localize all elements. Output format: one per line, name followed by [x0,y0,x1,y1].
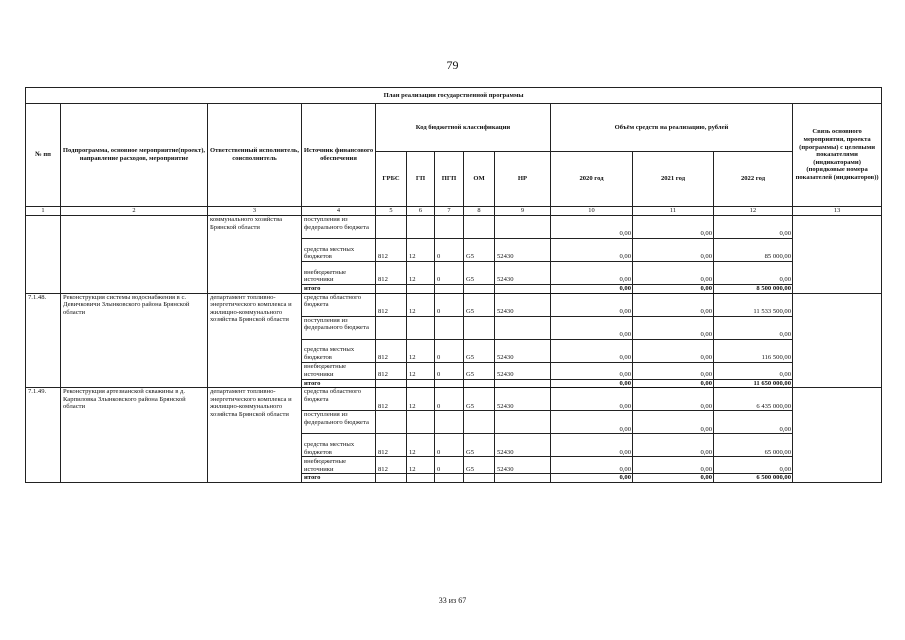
row-gp: 12 [407,362,435,379]
row-source: итого [302,474,376,483]
header-gp: ГП [407,152,435,207]
table-row [26,216,882,239]
header-num: № пп [26,104,61,207]
row-pgp: 0 [435,339,464,362]
col-number: 7 [435,207,464,216]
row-om: G5 [464,457,495,474]
row-source: поступления из федерального бюджета [302,216,376,239]
row-2020: 0,00 [551,262,633,285]
row-2022: 0,00 [714,262,793,285]
row-2020: 0,00 [551,379,633,388]
row-responsible: департамент топливно-энергетического комплекса и жилищно-коммунального хозяйства Брянской области [208,293,302,388]
row-2021: 0,00 [633,362,714,379]
row-2022: 0,00 [714,316,793,339]
row-2022: 0,00 [714,216,793,239]
row-grbs: 812 [376,388,407,411]
row-2021: 0,00 [633,262,714,285]
page-number: 79 [446,58,459,72]
row-grbs: 812 [376,362,407,379]
row-gp: 12 [407,293,435,316]
row-link [793,388,882,483]
row-nr: 52430 [495,293,551,316]
table-row [26,293,882,316]
row-source: внебюджетные источники [302,362,376,379]
row-grbs: 812 [376,262,407,285]
row-2020: 0,00 [551,411,633,434]
row-om: G5 [464,262,495,285]
row-responsible: коммунального хозяйства Брянской области [208,216,302,294]
row-2022: 0,00 [714,362,793,379]
row-link [793,216,882,294]
row-nr: 52430 [495,457,551,474]
row-grbs: 812 [376,239,407,262]
row-2021: 0,00 [633,474,714,483]
table-title: План реализации государственной программы [26,88,882,104]
row-pgp: 0 [435,362,464,379]
row-name: Реконструкция артезианской скважины в д. Карпиловка Злынковского района Брянской области [61,388,208,483]
row-gp: 12 [407,434,435,457]
table-title-row [26,88,882,104]
row-2020: 0,00 [551,434,633,457]
row-2021: 0,00 [633,339,714,362]
row-pgp: 0 [435,262,464,285]
row-2020: 0,00 [551,474,633,483]
row-2022: 65 000,00 [714,434,793,457]
row-2022: 6 500 000,00 [714,474,793,483]
row-pgp: 0 [435,293,464,316]
header-responsible: Ответственный исполнитель, соисполнитель [208,104,302,207]
row-2022: 116 500,00 [714,339,793,362]
col-number: 4 [302,207,376,216]
row-2021: 0,00 [633,388,714,411]
row-name [61,216,208,294]
header-volume: Объём средств на реализацию, рублей [551,104,793,152]
row-2020: 0,00 [551,285,633,294]
row-2021: 0,00 [633,293,714,316]
row-2022: 0,00 [714,411,793,434]
row-2021: 0,00 [633,216,714,239]
row-2020: 0,00 [551,362,633,379]
row-2022: 0,00 [714,457,793,474]
header-2022: 2022 год [714,152,793,207]
row-om: G5 [464,339,495,362]
col-number: 2 [61,207,208,216]
row-2022: 6 435 000,00 [714,388,793,411]
col-number: 1 [26,207,61,216]
row-grbs: 812 [376,293,407,316]
row-nr: 52430 [495,434,551,457]
column-numbers-row [26,207,882,216]
row-source: итого [302,379,376,388]
col-number: 13 [793,207,882,216]
header-2020: 2020 год [551,152,633,207]
row-source: внебюджетные источники [302,457,376,474]
row-nr: 52430 [495,262,551,285]
row-source: поступления из федерального бюджета [302,411,376,434]
row-2020: 0,00 [551,316,633,339]
header-nr: НР [495,152,551,207]
row-om: G5 [464,362,495,379]
row-gp: 12 [407,339,435,362]
row-source: средства местных бюджетов [302,339,376,362]
page-footer: 33 из 67 [438,596,467,605]
row-num: 7.1.48. [26,293,61,388]
row-source: средства областного бюджета [302,293,376,316]
row-grbs: 812 [376,339,407,362]
header-link: Связь основного мероприятия, проекта (программы) с целевыми показателями (индикаторами) (порядковые номера показателей (индикаторов)) [793,104,882,207]
row-pgp: 0 [435,457,464,474]
row-pgp: 0 [435,388,464,411]
row-2020: 0,00 [551,239,633,262]
row-2022: 8 500 000,00 [714,285,793,294]
row-om: G5 [464,388,495,411]
program-plan-table [25,87,882,483]
row-2020: 0,00 [551,388,633,411]
header-pgp: ПГП [435,152,464,207]
header-budget-code: Код бюджетной классификации [376,104,551,152]
row-num [26,216,61,294]
row-2022: 11 533 500,00 [714,293,793,316]
row-source: внебюджетные источники [302,262,376,285]
table-row [26,388,882,411]
col-number: 9 [495,207,551,216]
row-source: поступления из федерального бюджета [302,316,376,339]
row-source: средства местных бюджетов [302,239,376,262]
row-2021: 0,00 [633,457,714,474]
col-number: 8 [464,207,495,216]
row-2020: 0,00 [551,216,633,239]
row-2021: 0,00 [633,411,714,434]
row-2022: 85 000,00 [714,239,793,262]
row-nr: 52430 [495,388,551,411]
row-gp: 12 [407,239,435,262]
header-source: Источник финансового обеспечения [302,104,376,207]
row-2021: 0,00 [633,239,714,262]
row-2022: 11 650 000,00 [714,379,793,388]
row-num: 7.1.49. [26,388,61,483]
header-row-1 [26,104,882,152]
row-pgp: 0 [435,239,464,262]
row-om: G5 [464,293,495,316]
row-gp: 12 [407,262,435,285]
row-2021: 0,00 [633,285,714,294]
row-2021: 0,00 [633,379,714,388]
col-number: 3 [208,207,302,216]
row-gp: 12 [407,388,435,411]
row-om: G5 [464,239,495,262]
row-source: средства местных бюджетов [302,434,376,457]
col-number: 6 [407,207,435,216]
row-nr: 52430 [495,239,551,262]
row-source: итого [302,285,376,294]
row-2021: 0,00 [633,434,714,457]
row-name: Реконструкция системы водоснабжения в с. Девичковичи Злынковского района Брянской области [61,293,208,388]
row-2020: 0,00 [551,339,633,362]
row-source: средства областного бюджета [302,388,376,411]
row-responsible: департамент топливно-энергетического комплекса и жилищно-коммунального хозяйства Брянской области [208,388,302,483]
row-nr: 52430 [495,339,551,362]
header-subprogram: Подпрограмма, основное мероприятие(проект), направление расходов, мероприятие [61,104,208,207]
header-grbs: ГРБС [376,152,407,207]
header-2021: 2021 год [633,152,714,207]
row-nr: 52430 [495,362,551,379]
header-om: ОМ [464,152,495,207]
row-pgp: 0 [435,434,464,457]
row-2021: 0,00 [633,316,714,339]
row-grbs: 812 [376,434,407,457]
row-link [793,293,882,388]
row-grbs: 812 [376,457,407,474]
col-number: 10 [551,207,633,216]
col-number: 5 [376,207,407,216]
row-om: G5 [464,434,495,457]
col-number: 12 [714,207,793,216]
row-2020: 0,00 [551,293,633,316]
row-gp: 12 [407,457,435,474]
row-2020: 0,00 [551,457,633,474]
col-number: 11 [633,207,714,216]
